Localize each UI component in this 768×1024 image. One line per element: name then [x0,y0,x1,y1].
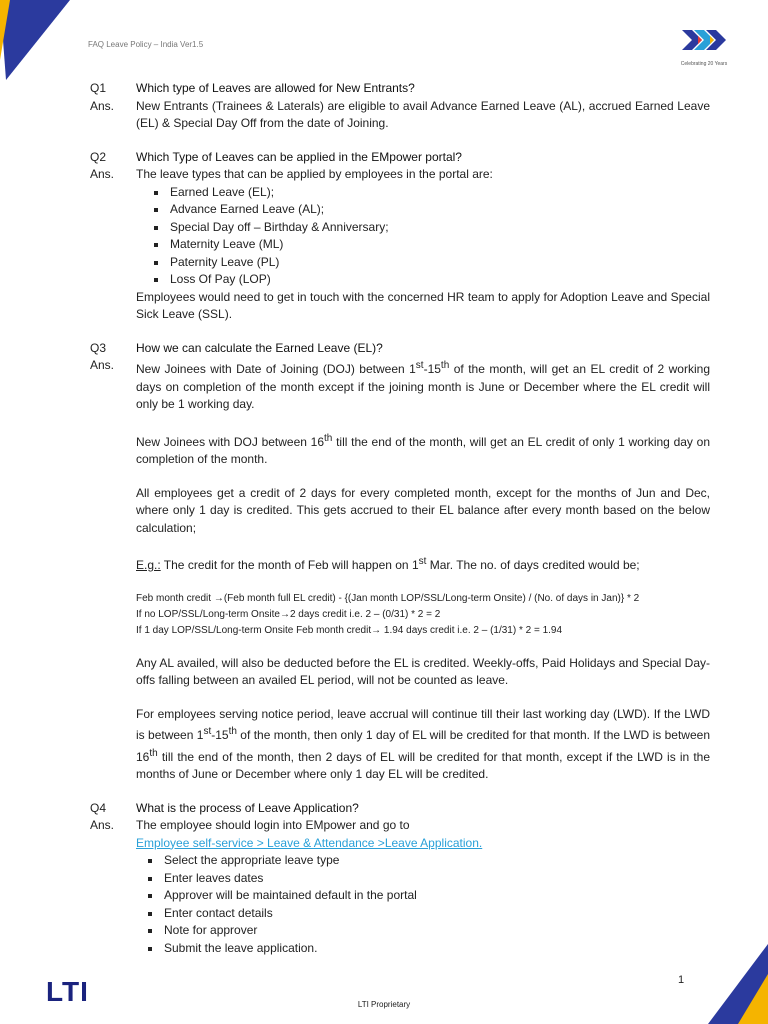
faq-q1 [90,80,710,133]
list-item: Advance Earned Leave (AL); [152,201,710,219]
question-text: Which type of Leaves are allowed for New Entrants? [136,81,415,95]
document-header-title: FAQ Leave Policy – India Ver1.5 [88,40,204,49]
answer-paragraph-2: New Joinees with DOJ between 16th till the end of the month, will get an EL credit of only 1 working day on completion of the month. [136,432,710,466]
calc-line-1: Feb month credit →(Feb month full EL credit) - {(Jan month LOP/SSL/Long-term Onsite) / (No. of days in Jan)} * 2 [136,592,640,604]
faq-q4 [90,800,710,958]
answer-outro: Employees would need to get in touch with the concerned HR team to apply for Adoption Leave and Special Sick Leave (SSL). [136,289,710,321]
list-item: Enter contact details [146,905,710,923]
list-item: Approver will be maintained default in the portal [146,887,710,905]
list-item: Maternity Leave (ML) [152,236,710,254]
leave-types-list [136,184,710,289]
list-item: Loss Of Pay (LOP) [152,271,710,289]
faq-q3 [90,340,710,784]
answer-text: New Entrants (Trainees & Laterals) are eligible to avail Advance Earned Leave (AL), accrued Earned Leave (EL) & Special Day Off from the date of Joining. [136,98,710,130]
list-item: Enter leaves dates [146,870,710,888]
list-item: Special Day off – Birthday & Anniversary; [152,219,710,237]
calc-line-3: If 1 day LOP/SSL/Long-term Onsite Feb month credit→ 1.94 days credit i.e. 2 – (1/31) * 2 = 1.94 [136,624,563,636]
list-item: Note for approver [146,922,710,940]
leave-steps-list [136,852,710,957]
answer-intro: The employee should login into EMpower and go to [136,818,410,832]
answer-paragraph-3: All employees get a credit of 2 days for every completed month, except for the months of Jun and Dec, where only 1 day is credited. This gets accrued to their EL balance after every month based on the below calculation; [136,485,710,535]
lti-20-years-logo-icon [680,26,728,54]
example-line: E.g.: The credit for the month of Feb will happen on 1st Mar. The no. of days credited would be; [136,556,640,572]
list-item: Submit the leave application. [146,940,710,958]
answer-tag: Ans. [90,818,115,832]
question-tag: Q2 [90,149,107,164]
lti-logo: LTI [46,976,89,1007]
faq-content [90,80,710,973]
question-text: What is the process of Leave Application? [136,800,359,815]
list-item: Select the appropriate leave type [146,852,710,870]
corner-decoration-top [0,0,80,90]
question-text: Which Type of Leaves can be applied in the EMpower portal? [136,149,462,164]
answer-tag: Ans. [90,167,115,181]
answer-intro: The leave types that can be applied by employees in the portal are: [136,167,493,181]
logo-caption: Celebrating 20 Years [680,61,728,67]
company-logo [676,26,732,66]
answer-tag: Ans. [90,358,115,372]
question-tag: Q4 [90,800,107,815]
answer-tag: Ans. [90,98,115,113]
question-tag: Q3 [90,340,107,355]
leave-application-link[interactable]: Employee self-service > Leave & Attendance >Leave Application. [136,835,483,850]
answer-paragraph-5: For employees serving notice period, leave accrual will continue till their last working day (LWD). If the LWD is between 1st-15th of the month, then only 1 day of EL will be credited for that month. If the LWD is between 16th till the end of the month, then 2 days of EL will be credited for that month, except if the LWD is in the months of June or December where only 1 day EL will be credited. [136,706,710,781]
question-text: How we can calculate the Earned Leave (EL)? [136,340,383,355]
faq-q2 [90,149,710,324]
page-number: 1 [678,974,685,986]
calc-line-2: If no LOP/SSL/Long-term Onsite→2 days credit i.e. 2 – (0/31) * 2 = 2 [136,608,441,620]
answer-paragraph-4: Any AL availed, will also be deducted before the EL is credited. Weekly-offs, Paid Holidays and Special Day-offs falling between an availed EL period, will not be counted as leave. [136,655,710,687]
question-tag: Q1 [90,81,107,95]
list-item: Earned Leave (EL); [152,184,710,202]
answer-paragraph-1: New Joinees with Date of Joining (DOJ) between 1st-15th of the month, will get an EL credit of 2 working days on completion of the month except if the joining month is June or December where the EL credit will only be 1 working day. [136,360,710,411]
list-item: Paternity Leave (PL) [152,254,710,272]
footer-proprietary: LTI Proprietary [357,1000,411,1009]
